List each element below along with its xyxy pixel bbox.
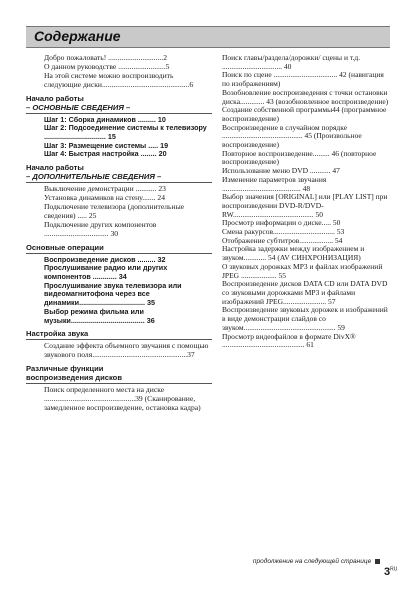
toc-entry-text: Создание собственной программы44 (программное воспроизведение) — [222, 105, 387, 123]
section-heading — [26, 94, 212, 114]
toc-entry-text: Смена ракурсов................................. 53 — [222, 227, 345, 237]
toc-right-column — [222, 54, 390, 350]
toc-entry-text: Шаг 1: Сборка динамиков ......... 10 — [44, 114, 166, 124]
toc-entry[interactable] — [26, 72, 212, 90]
toc-entry[interactable] — [222, 54, 390, 71]
toc-entry-text: Прослушивание звука телевизора или видеомагнитофона через все динамики................................. 35 — [44, 280, 182, 308]
section-heading — [26, 364, 212, 384]
toc-entry[interactable] — [26, 264, 212, 281]
section-heading-line1: Начало работы — [26, 93, 84, 103]
toc-entry-text: Настройка задержки между изображением и звуком............ 54 (AV СИНХРОНИЗАЦИЯ) — [222, 244, 365, 263]
page-language: RU — [390, 566, 398, 573]
toc-entry[interactable] — [26, 308, 212, 325]
toc-entry[interactable] — [222, 150, 390, 167]
toc-entry-text: Прослушивание радио или других компонентов ............ 34 — [44, 263, 168, 281]
toc-entry-text: Установка динамиков на стену....... 24 — [44, 193, 165, 203]
toc-entry-text: Выбор режима фильма или музыки..................................... 36 — [44, 306, 155, 325]
arrow-right-icon — [375, 559, 380, 564]
toc-entry[interactable] — [26, 221, 212, 239]
toc-entry[interactable] — [222, 245, 390, 262]
section-heading-line1: Начало работы — [26, 163, 84, 173]
toc-entry-text: Выключение демонстрации ........... 23 — [44, 184, 166, 194]
section-heading-line2: воспроизведения дисков — [26, 373, 122, 383]
toc-entry-text: Просмотр видеофайлов в формате DivX® ............................................ 61 — [222, 331, 356, 350]
toc-entry[interactable] — [222, 306, 390, 332]
toc-entry-text: Возобновление воспроизведения с точки остановки диска............. 43 (возобновленное воспроизведение) — [222, 87, 389, 106]
section-heading — [26, 243, 212, 254]
toc-entry-text: Подключение телевизора (дополнительные сведения) ..... 25 — [44, 201, 185, 220]
continue-text: продолжение на следующей странице — [252, 558, 372, 565]
toc-entry-text: Воспроизведение дисков ......... 32 — [44, 254, 166, 264]
toc-entry-text: Использование меню DVD ........... 47 — [222, 166, 340, 176]
toc-entry-text: Воспроизведение в случайном порядке ........................................... 45 (Произвольное воспроизведение) — [222, 122, 362, 150]
toc-entry[interactable] — [222, 333, 390, 350]
toc-entry-text: Воспроизведение дисков DATA CD или DATA DVD со звуковыми дорожками MP3 и файлами изображений JPEG....................... 57 — [222, 279, 388, 306]
toc-entry[interactable] — [222, 193, 390, 219]
toc-entry[interactable] — [222, 71, 390, 88]
toc-entry-text: Поиск главы/раздела/дорожки/ сцены и т.д. ................................ 40 — [222, 53, 361, 71]
toc-entry-text: Выбор значения [ORIGINAL] или [PLAY LIST] при воспроизведении DVD-R/DVD-RW........................................... 50 — [222, 192, 388, 219]
toc-entry-text: О данном руководстве .........................5 — [44, 61, 170, 71]
continue-note — [222, 558, 380, 565]
toc-entry[interactable] — [26, 386, 212, 413]
toc-entry[interactable] — [222, 89, 390, 106]
toc-entry[interactable] — [222, 280, 390, 306]
page-title: Содержание — [34, 28, 121, 44]
section-heading-line1: Настройка звука — [26, 329, 89, 339]
section-heading-line1: Основные операции — [26, 242, 104, 252]
section-heading — [26, 163, 212, 183]
toc-entry-text: Шаг 3: Размещение системы ..... 19 — [44, 140, 169, 150]
toc-entry[interactable] — [26, 124, 212, 141]
toc-entry[interactable] — [26, 342, 212, 360]
page-number-value: 3 — [384, 566, 391, 578]
toc-entry[interactable] — [26, 282, 212, 308]
toc-left-column — [26, 54, 212, 413]
toc-entry-text: Отображение субтитров.................. 54 — [222, 235, 343, 245]
toc-entry-text: Шаг 2: Подсоединение системы к телевизору ............................... 15 — [44, 123, 207, 142]
toc-entry[interactable] — [26, 150, 212, 159]
toc-entry-text: Поиск определенного места на диске ................................................39 (Сканирование, замедленное воспроизведение, остановка кадра) — [44, 385, 201, 412]
toc-entry-text: Поиск по сцене .................................. 42 (навигация по изображениям) — [222, 70, 384, 89]
section-heading-line1: Различные функции — [26, 364, 104, 374]
toc-entry-text: Воспроизведение звуковых дорожек и изображений в виде демонстрации слайдов со звуком................................................. 59 — [222, 305, 388, 332]
toc-entry-text: Изменение параметров звучания .......................................... 48 — [222, 174, 327, 193]
section-heading-line2: – ОСНОВНЫЕ СВЕДЕНИЯ – — [26, 102, 131, 112]
toc-entry[interactable] — [222, 106, 390, 123]
toc-entry[interactable] — [222, 124, 390, 150]
page-number — [384, 566, 397, 578]
toc-entry[interactable] — [222, 263, 390, 280]
toc-entry-text: Создание эффекта объемного звучания с помощью звукового поля..................................................37 — [44, 341, 209, 360]
toc-entry-text: Добро пожаловать! .............................2 — [44, 53, 167, 62]
toc-entry[interactable] — [26, 203, 212, 221]
toc-entry[interactable] — [222, 176, 390, 193]
toc-entry-text: О звуковых дорожках MP3 и файлах изображений JPEG ................... 55 — [222, 261, 383, 280]
header-banner — [26, 26, 390, 48]
toc-entry-text: Повторное воспроизведение......... 46 (повторное воспроизведение) — [222, 148, 377, 167]
section-heading-line2: – ДОПОЛНИТЕЛЬНЫЕ СВЕДЕНИЯ – — [26, 172, 162, 182]
toc-entry-text: Подключение других компонентов .................................. 30 — [44, 219, 157, 238]
toc-entry-text: Шаг 4: Быстрая настройка ........ 20 — [44, 149, 167, 159]
toc-entry-text: На этой системе можно воспроизводить следующие диски..............................................6 — [44, 70, 194, 89]
section-heading — [26, 329, 212, 340]
toc-entry-text: Просмотр информации о диске..... 50 — [222, 218, 341, 228]
